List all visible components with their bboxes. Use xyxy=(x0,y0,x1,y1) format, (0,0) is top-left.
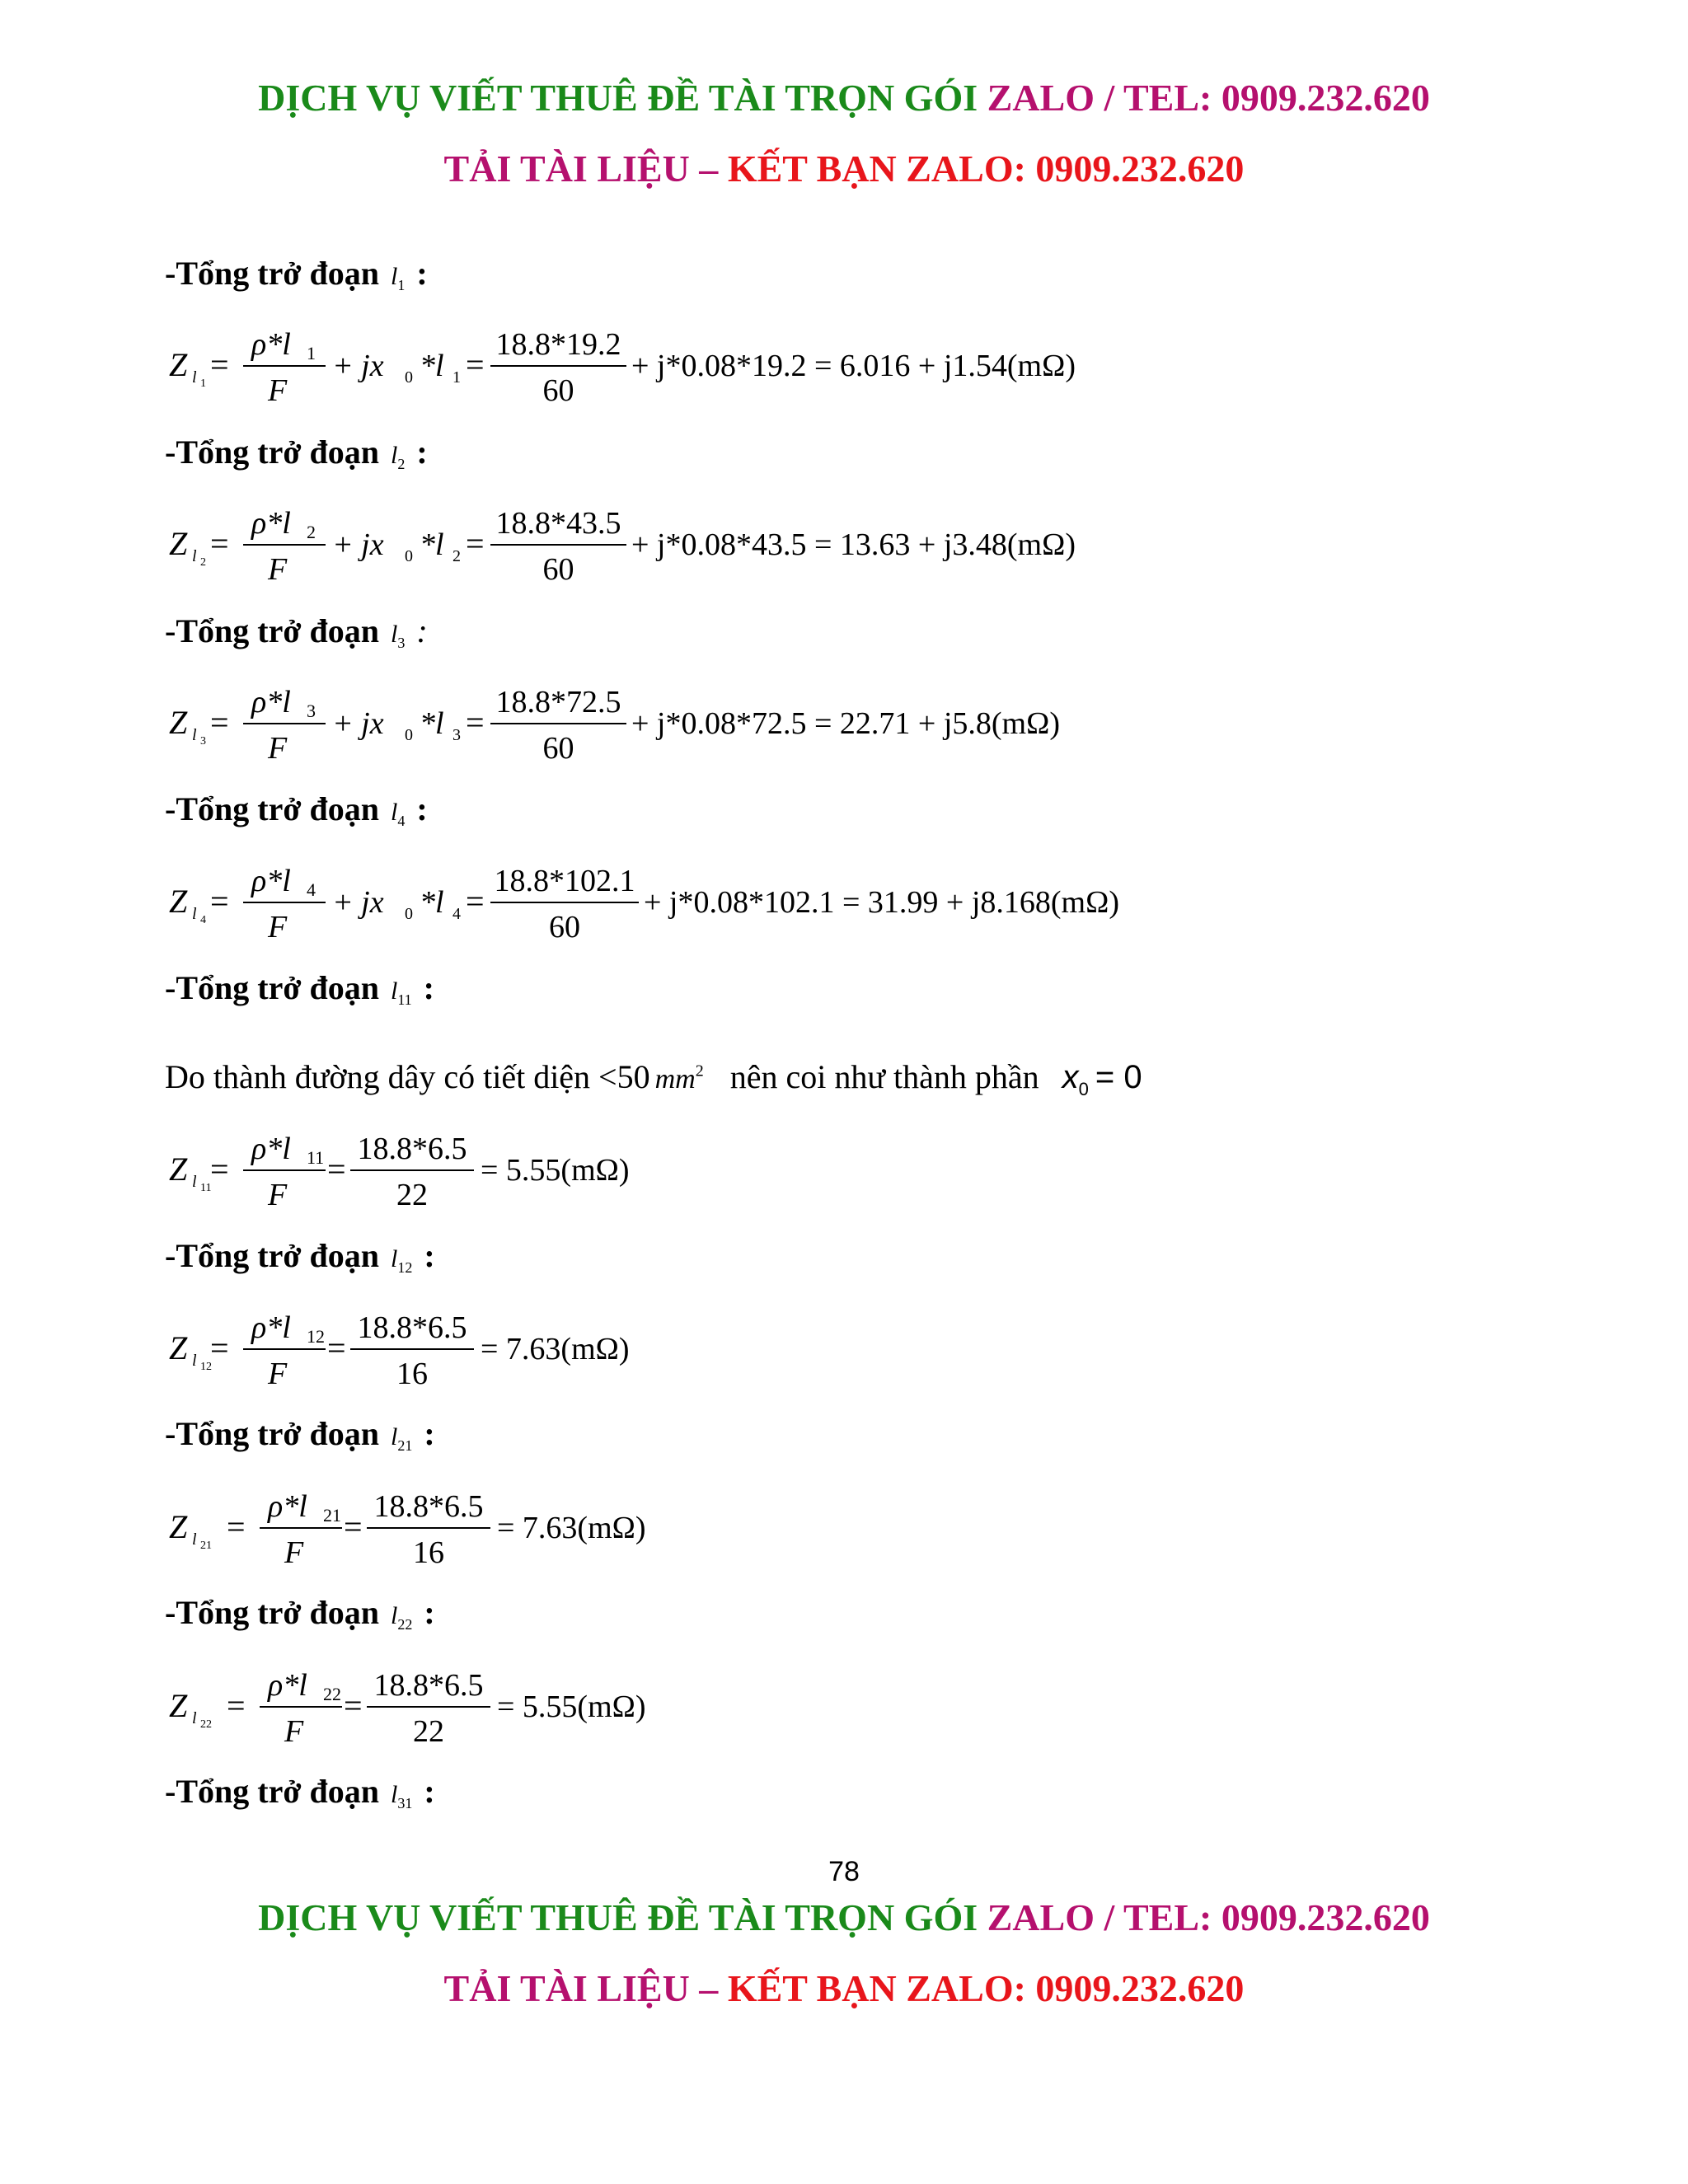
banner-service-text: DỊCH VỤ VIẾT THUÊ ĐỀ TÀI TRỌN GÓI xyxy=(258,77,987,119)
equation-z-l12 xyxy=(169,1306,993,1397)
impedance-subscript: l xyxy=(192,905,197,923)
section-heading-l12: -Tổng trở đoạn $l_{12}$ : xyxy=(165,1237,435,1276)
fraction-numerator: ρ*l xyxy=(251,685,291,719)
fraction-numerator-subscript: 2 xyxy=(307,522,316,542)
equals-sign: = xyxy=(227,1508,246,1545)
equation-z-l21 xyxy=(169,1485,993,1576)
equation-result: = 7.63(mΩ) xyxy=(481,1332,630,1366)
length-term: *l xyxy=(420,885,444,920)
fraction-numerator: ρ*l xyxy=(251,327,291,362)
section-heading-l21: -Tổng trở đoạn $l_{21}$ : xyxy=(165,1415,435,1454)
impedance-symbol: Z xyxy=(169,525,188,562)
fraction-numerator: ρ*l xyxy=(251,864,291,898)
impedance-symbol: Z xyxy=(169,704,188,741)
impedance-subscript-index: 21 xyxy=(200,1540,212,1552)
fraction-numerator: 18.8*43.5 xyxy=(495,506,621,541)
impedance-subscript: l xyxy=(192,368,197,387)
fraction-numerator: ρ*l xyxy=(251,1132,291,1166)
footer-banner-line-1 xyxy=(0,1896,1688,1939)
fraction-denominator: F xyxy=(268,910,288,944)
reactance-subscript: 0 xyxy=(405,368,413,387)
section-heading-l4: -Tổng trở đoạn $l_4$ : xyxy=(165,790,428,829)
fraction-numerator-subscript: 1 xyxy=(307,343,316,363)
equation-z-l22 xyxy=(169,1664,993,1755)
section-heading-l31: -Tổng trở đoạn $l_{31}$ : xyxy=(165,1773,435,1811)
equals-sign: = xyxy=(210,1329,229,1366)
fraction-denominator: 22 xyxy=(396,1178,428,1212)
impedance-subscript: l xyxy=(192,1352,197,1370)
length-term: *l xyxy=(420,527,444,562)
header-banner-line-2 xyxy=(0,147,1688,190)
footer-add-friend-text: KẾT BẠN ZALO: 0909.232.620 xyxy=(727,1967,1245,2009)
equals-sign: = xyxy=(466,704,485,741)
banner-download-text: TẢI TÀI LIỆU – xyxy=(443,148,728,190)
fraction-denominator: F xyxy=(284,1714,304,1749)
fraction-numerator-subscript: 12 xyxy=(307,1326,325,1347)
reactance-term: + jx xyxy=(332,349,384,383)
reactance-term: + jx xyxy=(332,885,384,920)
impedance-symbol: Z xyxy=(169,1151,188,1188)
reactance-term: + jx xyxy=(332,527,384,562)
equals-sign: = xyxy=(466,883,485,920)
length-term: *l xyxy=(420,706,444,741)
fraction-denominator: F xyxy=(268,552,288,587)
footer-download-text: TẢI TÀI LIỆU – xyxy=(443,1967,728,2009)
equation-z-l1 xyxy=(169,323,1240,414)
fraction-denominator: F xyxy=(268,1178,288,1212)
footer-zalo-tel: ZALO / TEL: 0909.232.620 xyxy=(987,1896,1430,1938)
fraction-numerator: ρ*l xyxy=(251,506,291,541)
impedance-subscript-index: 22 xyxy=(200,1718,212,1731)
fraction-numerator: 18.8*6.5 xyxy=(357,1310,467,1345)
length-subscript: 4 xyxy=(452,905,461,923)
fraction-numerator-subscript: 3 xyxy=(307,701,316,721)
impedance-subscript-index: 11 xyxy=(200,1182,212,1194)
footer-banner-line-2 xyxy=(0,1966,1688,2010)
impedance-subscript: l xyxy=(192,1173,197,1191)
cross-section-note: Do thành đường dây có tiết diện <50 $mm^2$ nên coi như thành phần $x_0 = 0$ xyxy=(165,1058,1142,1099)
equation-z-l4 xyxy=(169,860,1240,950)
equals-sign: = xyxy=(466,525,485,562)
fraction-denominator: F xyxy=(268,373,288,408)
fraction-denominator: 60 xyxy=(542,373,574,408)
impedance-subscript-index: 3 xyxy=(200,735,206,748)
reactance-subscript: 0 xyxy=(405,905,413,923)
equals-sign: = xyxy=(210,346,229,383)
equation-result: = 5.55(mΩ) xyxy=(481,1153,630,1188)
fraction-denominator: 22 xyxy=(413,1714,444,1749)
equation-result: + j*0.08*102.1 = 31.99 + j8.168(mΩ) xyxy=(644,885,1120,920)
fraction-numerator: ρ*l xyxy=(268,1668,307,1703)
header-banner-line-1 xyxy=(0,76,1688,120)
equals-sign: = xyxy=(210,525,229,562)
impedance-subscript-index: 4 xyxy=(200,914,206,926)
equation-result: + j*0.08*72.5 = 22.71 + j5.8(mΩ) xyxy=(631,706,1061,741)
fraction-denominator: 16 xyxy=(396,1357,428,1391)
equals-sign: = xyxy=(344,1508,363,1545)
equals-sign: = xyxy=(210,704,229,741)
fraction-numerator: 18.8*6.5 xyxy=(373,1668,484,1703)
equation-z-l11 xyxy=(169,1127,993,1218)
fraction-numerator: 18.8*6.5 xyxy=(373,1489,484,1524)
section-heading-l3: -Tổng trở đoạn $l_3$ : xyxy=(165,612,428,651)
fraction-numerator-subscript: 4 xyxy=(307,879,316,900)
equation-result: = 7.63(mΩ) xyxy=(497,1511,646,1545)
impedance-subscript-index: 12 xyxy=(200,1361,212,1373)
equation-result: = 5.55(mΩ) xyxy=(497,1690,646,1724)
fraction-numerator: 18.8*19.2 xyxy=(495,327,621,362)
banner-zalo-tel: ZALO / TEL: 0909.232.620 xyxy=(987,77,1430,119)
reactance-term: + jx xyxy=(332,706,384,741)
impedance-symbol: Z xyxy=(169,1687,188,1724)
impedance-subscript-index: 1 xyxy=(200,377,206,390)
fraction-numerator: 18.8*72.5 xyxy=(495,685,621,719)
equals-sign: = xyxy=(227,1687,246,1724)
fraction-numerator-subscript: 22 xyxy=(323,1684,341,1704)
fraction-numerator: ρ*l xyxy=(251,1310,291,1345)
impedance-subscript: l xyxy=(192,1709,197,1727)
impedance-subscript: l xyxy=(192,1530,197,1549)
length-subscript: 1 xyxy=(452,368,461,387)
fraction-denominator: F xyxy=(284,1535,304,1570)
banner-add-friend-text: KẾT BẠN ZALO: 0909.232.620 xyxy=(727,148,1245,190)
length-subscript: 2 xyxy=(452,547,461,565)
length-subscript: 3 xyxy=(452,726,461,744)
equals-sign: = xyxy=(327,1151,346,1188)
impedance-symbol: Z xyxy=(169,346,188,383)
equals-sign: = xyxy=(210,1151,229,1188)
fraction-denominator: 16 xyxy=(413,1535,444,1570)
impedance-symbol: Z xyxy=(169,883,188,920)
equation-z-l2 xyxy=(169,502,1240,593)
equals-sign: = xyxy=(327,1329,346,1366)
fraction-numerator: 18.8*6.5 xyxy=(357,1132,467,1166)
equation-result: + j*0.08*19.2 = 6.016 + j1.54(mΩ) xyxy=(631,349,1076,383)
section-heading-l11: -Tổng trở đoạn $l_{11}$ : xyxy=(165,969,434,1008)
fraction-denominator: F xyxy=(268,731,288,766)
impedance-symbol: Z xyxy=(169,1508,188,1545)
length-term: *l xyxy=(420,349,444,383)
equals-sign: = xyxy=(210,883,229,920)
equation-result: + j*0.08*43.5 = 13.63 + j3.48(mΩ) xyxy=(631,527,1076,562)
impedance-subscript: l xyxy=(192,726,197,744)
fraction-denominator: F xyxy=(268,1357,288,1391)
impedance-subscript-index: 2 xyxy=(200,556,206,569)
equation-z-l3 xyxy=(169,681,1240,771)
equals-sign: = xyxy=(466,346,485,383)
reactance-subscript: 0 xyxy=(405,547,413,565)
fraction-numerator: ρ*l xyxy=(268,1489,307,1524)
fraction-denominator: 60 xyxy=(542,552,574,587)
fraction-denominator: 60 xyxy=(542,731,574,766)
fraction-denominator: 60 xyxy=(549,910,580,944)
section-heading-l1: -Tổng trở đoạn $l_1$ : xyxy=(165,255,428,293)
page-number: 78 xyxy=(828,1856,860,1887)
fraction-numerator-subscript: 11 xyxy=(307,1147,325,1168)
equals-sign: = xyxy=(344,1687,363,1724)
impedance-symbol: Z xyxy=(169,1329,188,1366)
footer-service-text: DỊCH VỤ VIẾT THUÊ ĐỀ TÀI TRỌN GÓI xyxy=(258,1896,987,1938)
reactance-subscript: 0 xyxy=(405,726,413,744)
impedance-subscript: l xyxy=(192,547,197,565)
section-heading-l2: -Tổng trở đoạn $l_2$ : xyxy=(165,434,428,472)
fraction-numerator-subscript: 21 xyxy=(323,1505,341,1526)
section-heading-l22: -Tổng trở đoạn $l_{22}$ : xyxy=(165,1594,435,1633)
fraction-numerator: 18.8*102.1 xyxy=(494,864,635,898)
